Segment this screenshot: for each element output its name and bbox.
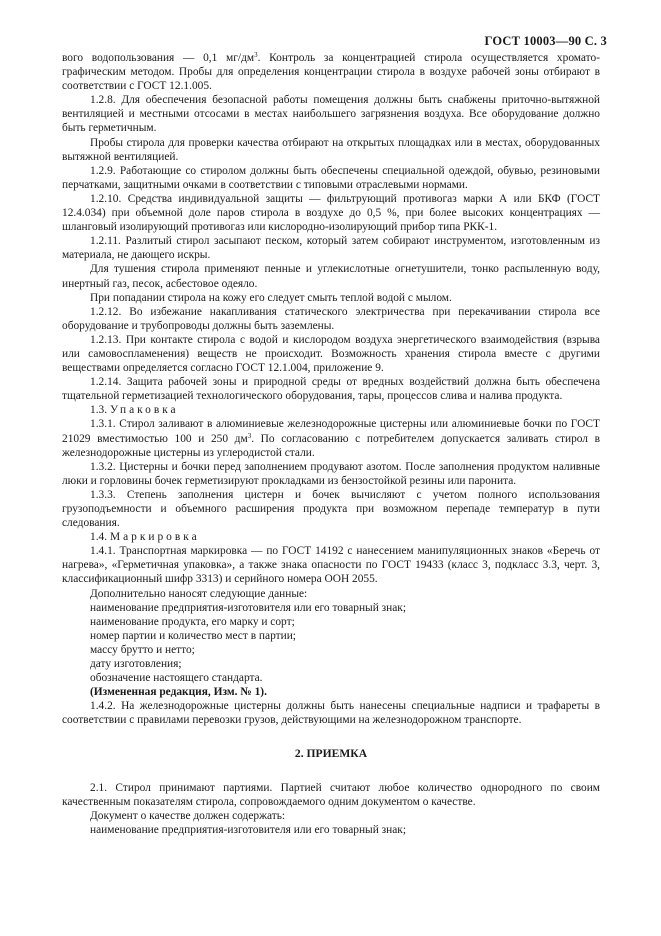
- document-body: [62, 51, 600, 837]
- paragraph-1-3-3: 1.3.3. Степень заполнения цистерн и бочек вычисляют с учетом полного использования грузоподъемности и объемного расширения продукта при возможном перепаде температур в пути следования.: [62, 488, 600, 530]
- paragraph-1-2-13: 1.2.13. При контакте стирола с водой и кислородом воздуха энергетического взаимодействия (взрыва или самовоспламенения) веществ не происходит. Возможность хранения стирола вместе с другими веществами определяется согласно ГОСТ 12.1.004, приложение 9.: [62, 333, 600, 375]
- paragraph-1-2-10: 1.2.10. Средства индивидуальной защиты — фильтрующий противогаз марки А или БКФ (ГОСТ 12.4.034) при объемной доле паров стирола в воздухе до 0,5 %, при более высоких концентрациях — шланговый изолирующий противогаз или кислородно-изолирующий прибор типа РКК-1.: [62, 192, 600, 234]
- paragraph-1-4-1: 1.4.1. Транспортная маркировка — по ГОСТ 14192 с нанесением манипуляционных знаков «Беречь от нагрева», «Герметичная упаковка», а также знака опасности по ГОСТ 19433 (класс 3, подкласс 3.3, черт. 3, классификационный шифр 3313) и серийного номера ООН 2055.: [62, 545, 600, 586]
- paragraph: наименование предприятия-изготовителя или его товарный знак;: [90, 823, 406, 836]
- edition-note: (Измененная редакция, Изм. № 1).: [90, 686, 267, 699]
- paragraph-1-3-1: 1.3.1. Стирол заливают в алюминиевые железнодорожные цистерны или алюминиевые бочки по ГОСТ 21029 вместимостью 100 и 250 $дм^3$. По согласованию с потребителем допускается заливать стирол в железнодорожные цистерны из углеродистой стали.: [62, 418, 600, 459]
- paragraph-1-3-2: 1.3.2. Цистерны и бочки перед заполнением продувают азотом. После заполнения продуктом наливные люки и горловины бочек герметизируют прокладками из бензостойкой резины или паронита.: [62, 460, 600, 487]
- paragraph-1-2-9: 1.2.9. Работающие со стиролом должны быть обеспечены специальной одеждой, обувью, резиновыми перчатками, защитными очками в соответствии с типовыми отраслевыми нормами.: [62, 164, 600, 191]
- list-item: обозначение настоящего стандарта.: [90, 672, 263, 685]
- paragraph-1-4-2: 1.4.2. На железнодорожные цистерны должны быть нанесены специальные надписи и трафареты в соответствии с правилами перевозки грузов, действующими на железнодорожном транспорте.: [62, 700, 600, 727]
- paragraph: вого водопользования — 0,1 $мг/дм^3$. Контроль за концентрацией стирола осуществляется хромато-графическим методом. Пробы для определения концентрации стирола в воздухе рабочей зоны отбирают в соответствии с ГОСТ 12.1.005.: [62, 51, 601, 93]
- list-item: дату изготовления;: [90, 658, 182, 671]
- paragraph-2-1: 2.1. Стирол принимают партиями. Партией считают любое количество однородного по своим качественным показателям стирола, сопровождаемого одним документом о качестве.: [62, 781, 600, 808]
- paragraph-1-2-12: 1.2.12. Во избежание накапливания статического электричества при перекачивании стирола все оборудование и трубопроводы должны быть заземлены.: [62, 305, 600, 332]
- paragraph: Документ о качестве должен содержать:: [90, 809, 286, 822]
- list-item: наименование предприятия-изготовителя или его товарный знак;: [90, 601, 406, 614]
- list-item: номер партии и количество мест в партии;: [90, 629, 296, 642]
- section-title-acceptance: 2. ПРИЕМКА: [294, 746, 368, 760]
- paragraph-1-2-11: 1.2.11. Разлитый стирол засыпают песком, который затем собирают инструментом, изготовленным из материала, не дающего искры.: [62, 235, 600, 262]
- page-header: ГОСТ 10003—90 С. 3: [484, 34, 607, 48]
- list-item: массу брутто и нетто;: [90, 643, 195, 656]
- list-item: наименование продукта, его марку и сорт;: [90, 615, 295, 628]
- paragraph: Пробы стирола для проверки качества отбирают на открытых площадках или в местах, оборудованных вытяжной вентиляцией.: [62, 136, 600, 163]
- subsection-heading-marking: 1.4. Маркировка: [90, 531, 200, 544]
- paragraph: Для тушения стирола применяют пенные и углекислотные огнетушители, тонко распыленную воду, инертный газ, песок, асбестовое одеяло.: [62, 263, 600, 290]
- subsection-heading-packaging: 1.3. Упаковка: [90, 404, 179, 417]
- paragraph-1-2-14: 1.2.14. Защита рабочей зоны и природной среды от вредных воздействий должна быть обеспечена тщательной герметизацией технологического оборудования, тары, процессов слива и налива продукта.: [62, 376, 600, 403]
- paragraph-1-2-8: 1.2.8. Для обеспечения безопасной работы помещения должны быть снабжены приточно-вытяжной вентиляцией и местными отсосами в местах наибольшего загрязнения воздуха. Все оборудование должно быть герметичным.: [62, 94, 600, 135]
- paragraph: Дополнительно наносят следующие данные:: [90, 587, 308, 600]
- paragraph: При попадании стирола на кожу его следует смыть теплой водой с мылом.: [90, 291, 452, 304]
